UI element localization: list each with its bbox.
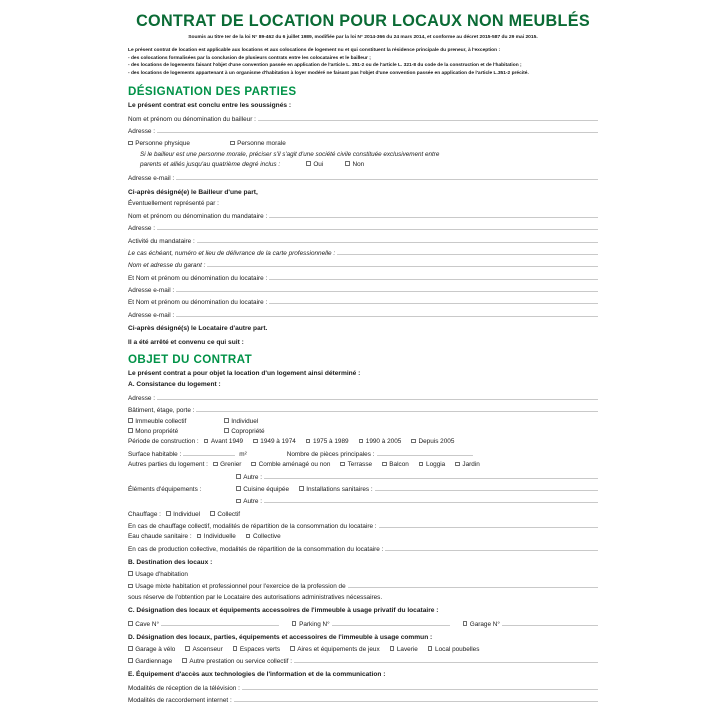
common-accessories-row (128, 645, 598, 655)
field-agent-address (128, 222, 598, 234)
garage-number-input[interactable] (502, 618, 598, 626)
checkbox-icon[interactable] (253, 439, 258, 444)
checkbox-icon[interactable] (182, 658, 187, 663)
field-label: Période de construction : (128, 438, 199, 446)
lessor-email-input[interactable] (176, 172, 598, 180)
checkbox-copropriete[interactable] (224, 427, 265, 437)
preamble-line-1: Le présent contrat de location est applicable aux locations et aux colocations de logement nu et qui constituent la résidence principale du preneur, à l'exception : (128, 47, 501, 53)
field-tenant-name-2 (128, 296, 598, 308)
field-label: Modalités de raccordement internet : (128, 697, 232, 705)
checkbox-label: Laverie (396, 645, 418, 653)
checkbox-label: Ascenseur (192, 645, 223, 653)
field-agent-activity (128, 235, 598, 247)
agent-name-input[interactable] (269, 210, 598, 218)
section-c-title: C. Désignation des locaux et équipements accessoires de l'immeuble à usage privatif du locataire : (128, 606, 439, 614)
field-label: En cas de production collective, modalités de répartition de la consommation du locataire : (128, 545, 384, 553)
field-tv-reception (128, 682, 598, 694)
checkbox-immeuble-collectif[interactable] (128, 417, 224, 427)
checkbox-grenier[interactable] (213, 460, 242, 470)
rooms-input[interactable] (377, 448, 473, 456)
checkbox-chauffage-collectif[interactable] (210, 510, 240, 520)
checkbox-usage-mixte[interactable] (128, 582, 346, 592)
lessor-name-input[interactable] (258, 113, 598, 121)
checkbox-icon[interactable] (299, 486, 304, 491)
checkbox-icon[interactable] (224, 418, 229, 423)
field-label: Adresse e-mail : (128, 311, 175, 319)
checkbox-icon[interactable] (128, 658, 133, 663)
designated-lessor-text: Ci-après désigné(e) le Bailleur d'une part, (128, 188, 258, 196)
checkbox-label: Local poubelles (435, 645, 480, 653)
field-label: Nom et prénom ou dénomination du mandataire : (128, 212, 268, 220)
checkbox-icon[interactable] (455, 462, 460, 467)
checkbox-label: Balcon (389, 461, 409, 469)
checkbox-icon[interactable] (128, 418, 133, 423)
section-d-title: D. Désignation des locaux, parties, équipements et accessoires de l'immeuble à usage commun : (128, 634, 433, 641)
checkbox-label: Depuis 2005 (418, 438, 455, 446)
checkbox-icon[interactable] (128, 646, 133, 651)
field-lessor-name (128, 113, 598, 125)
common-accessories-other-row (128, 655, 598, 667)
checkbox-gardiennage[interactable] (128, 657, 172, 667)
lessor-address-input[interactable] (157, 125, 598, 133)
checkbox-ascenseur[interactable] (185, 645, 222, 655)
dwelling-type-row (128, 417, 598, 427)
field-label: Et Nom et prénom ou dénomination du locataire : (128, 274, 268, 282)
checkbox-eau-chaude-individuelle[interactable] (197, 532, 236, 542)
checkbox-icon[interactable] (128, 621, 133, 626)
checkbox-local-poubelles[interactable] (428, 645, 480, 655)
field-lessor-address (128, 125, 598, 137)
checkbox-icon[interactable] (236, 499, 241, 504)
usage-mixte-row (128, 580, 598, 592)
checkbox-label: Usage mixte habitation et professionnel pour l'exercice de la profession de (135, 583, 346, 591)
checkbox-label: Garage N° (469, 620, 500, 628)
building-floor-door-input[interactable] (196, 404, 598, 412)
surface-and-rooms-row (128, 448, 598, 460)
surface-unit: m² (239, 450, 247, 458)
field-guarantor (128, 259, 598, 271)
checkbox-icon[interactable] (236, 474, 241, 479)
checkbox-label: 1975 à 1989 (313, 438, 349, 446)
checkbox-icon[interactable] (246, 534, 251, 539)
represented-by-label: Éventuellement représenté par : (128, 200, 219, 208)
checkbox-cave[interactable] (128, 620, 159, 630)
checkbox-icon[interactable] (166, 511, 171, 516)
checkbox-label: Autre : (243, 498, 263, 506)
preamble-block (128, 47, 598, 78)
section-a-title: A. Consistance du logement : (128, 381, 221, 389)
field-label: Adresse e-mail : (128, 175, 175, 183)
heating-row (128, 510, 598, 520)
field-dwelling-address (128, 392, 598, 404)
checkbox-autre-prestation[interactable] (182, 657, 292, 667)
checkbox-autre-parties[interactable] (236, 473, 262, 483)
checkbox-icon[interactable] (128, 141, 133, 146)
designated-tenant-text: Ci-après désigné(s) le Locataire d'autre part. (128, 325, 268, 333)
checkbox-label: 1990 à 2005 (365, 438, 402, 446)
equipment-other-row (128, 495, 598, 507)
field-label: En cas de chauffage collectif, modalités de répartition de la consommation du locataire : (128, 523, 377, 531)
checkbox-label: Autre prestation ou service collectif : (189, 658, 292, 666)
other-parts-other-row (128, 471, 598, 483)
agent-address-input[interactable] (157, 222, 598, 230)
field-agent-card (128, 247, 598, 259)
preamble-line-4: - des locations de logements appartenant à un organisme d'habitation à loyer modéré ne faisant pas l'objet d'une convention passée en application de l'article L.351-2 précité. (128, 71, 529, 77)
private-accessories-row (128, 618, 598, 630)
checkbox-label: Copropriété (231, 428, 265, 436)
checkbox-icon[interactable] (224, 428, 229, 433)
checkbox-label: Grenier (220, 461, 242, 469)
field-tenant-email-1 (128, 284, 598, 296)
checkbox-garage[interactable] (463, 620, 500, 630)
checkbox-label: Mono propriété (135, 428, 179, 436)
checkbox-label: Loggia (426, 461, 446, 469)
construction-period-row (128, 437, 598, 447)
checkbox-person-physique[interactable] (128, 139, 190, 149)
internet-connection-input[interactable] (234, 694, 598, 702)
checkbox-installations-sanitaires[interactable] (299, 485, 373, 495)
parties-intro: Le présent contrat est conclu entre les soussignés : (128, 102, 292, 110)
field-agent-name (128, 210, 598, 222)
checkbox-icon[interactable] (292, 621, 297, 626)
profession-input[interactable] (348, 580, 598, 588)
checkbox-label: Autre : (243, 473, 263, 481)
field-label: Éléments d'équipements : (128, 485, 202, 493)
checkbox-icon[interactable] (236, 486, 241, 491)
checkbox-label: Aires et équipements de jeux (297, 645, 380, 653)
checkbox-comble[interactable] (251, 460, 330, 470)
usage-habitation-row (128, 570, 598, 580)
preamble-line-2: - des colocations formalisées par la conclusion de plusieurs contrats entre les colocataires et le bailleur ; (128, 55, 371, 61)
agent-activity-input[interactable] (197, 235, 598, 243)
checkbox-laverie[interactable] (390, 645, 418, 655)
checkbox-icon[interactable] (428, 646, 433, 651)
section-e-title: E. Équipement d'accès aux technologies de l'information et de la communication : (128, 671, 386, 679)
checkbox-autre-equipement[interactable] (236, 497, 262, 507)
usage-mixte-note: sous réserve de l'obtention par le Locataire des autorisations administratives nécessaires. (128, 593, 383, 601)
checkbox-label: Non (352, 161, 365, 169)
checkbox-label: Espaces verts (239, 645, 281, 653)
equipment-other-input[interactable] (264, 495, 598, 503)
field-tenant-name-1 (128, 272, 598, 284)
checkbox-label: Gardiennage (135, 658, 173, 666)
checkbox-parking[interactable] (292, 620, 330, 630)
checkbox-icon[interactable] (251, 462, 256, 467)
checkbox-1975-1989[interactable] (306, 437, 349, 447)
checkbox-icon[interactable] (411, 439, 416, 444)
field-label: Eau chaude sanitaire : (128, 533, 192, 541)
checkbox-moral-oui[interactable] (306, 160, 323, 170)
field-label: Bâtiment, étage, porte : (128, 407, 195, 415)
surface-input[interactable] (183, 448, 235, 456)
checkbox-icon[interactable] (204, 439, 209, 444)
checkbox-icon[interactable] (210, 511, 215, 516)
checkbox-label: Parking N° (299, 620, 330, 628)
checkbox-icon[interactable] (213, 462, 218, 467)
checkbox-label: Usage d'habitation (135, 570, 188, 578)
field-internet-connection (128, 694, 598, 706)
checkbox-depuis-2005[interactable] (411, 437, 454, 447)
lessor-person-type-row (128, 139, 598, 149)
hotwater-row (128, 532, 598, 542)
checkbox-label: Oui (313, 161, 324, 169)
checkbox-icon[interactable] (128, 428, 133, 433)
checkbox-label: Installations sanitaires : (306, 485, 373, 493)
field-label: Adresse e-mail : (128, 287, 175, 295)
other-parts-row (128, 460, 598, 470)
checkbox-label: Garage à vélo (135, 645, 176, 653)
checkbox-icon[interactable] (233, 646, 238, 651)
checkbox-label: Personne morale (237, 140, 286, 148)
section-heading-object: OBJET DU CONTRAT (128, 352, 253, 366)
checkbox-icon[interactable] (306, 439, 311, 444)
checkbox-moral-non[interactable] (345, 160, 364, 170)
checkbox-aires-jeux[interactable] (290, 645, 380, 655)
checkbox-label: 1949 à 1974 (260, 438, 296, 446)
tv-reception-input[interactable] (242, 682, 598, 690)
hotwater-collective-note-row (128, 543, 598, 555)
checkbox-icon[interactable] (463, 621, 468, 626)
field-label: Le cas échéant, numéro et lieu de délivrance de la carte professionnelle : (128, 249, 336, 257)
field-label: Adresse : (128, 225, 155, 233)
checkbox-label: Cave N° (135, 620, 160, 628)
hotwater-collective-note-input[interactable] (385, 543, 598, 551)
checkbox-label: Cuisine équipée (243, 485, 290, 493)
checkbox-jardin[interactable] (455, 460, 480, 470)
field-label: Adresse : (128, 128, 155, 136)
checkbox-icon[interactable] (185, 646, 190, 651)
autre-prestation-input[interactable] (294, 655, 598, 663)
checkbox-icon[interactable] (306, 161, 311, 166)
checkbox-balcon[interactable] (382, 460, 409, 470)
field-lessor-email (128, 172, 598, 184)
field-label: Adresse : (128, 394, 155, 402)
checkbox-1949-1974[interactable] (253, 437, 296, 447)
checkbox-icon[interactable] (382, 462, 387, 467)
checkbox-icon[interactable] (359, 439, 364, 444)
field-label: Nom et adresse du garant : (128, 262, 206, 270)
checkbox-icon[interactable] (419, 462, 424, 467)
checkbox-usage-habitation[interactable] (128, 570, 188, 580)
moral-note-line-2: parents et alliés jusqu'au quatrième degré inclus : (140, 161, 281, 169)
moral-note-line-1: Si le bailleur est une personne morale, préciser s'il s'agit d'une société civile constituée exclusivement entre (140, 150, 440, 158)
checkbox-label: Individuel (231, 417, 259, 425)
checkbox-icon[interactable] (197, 534, 202, 539)
field-label: Surface habitable : (128, 450, 182, 458)
checkbox-mono-propriete[interactable] (128, 427, 224, 437)
field-label: Nom et prénom ou dénomination du bailleur : (128, 115, 256, 123)
document-subtitle: Soumis au titre Ier de la loi N° 89-462 du 6 juillet 1989, modifiée par la loi N° 2014-366 du 24 mars 2014, et conforme au décret 2015-587 du 29 mai 2015. (188, 34, 538, 40)
checkbox-chauffage-individuel[interactable] (166, 510, 200, 520)
field-label: Autres parties du logement : (128, 461, 208, 469)
cave-number-input[interactable] (161, 618, 279, 626)
checkbox-eau-chaude-collective[interactable] (246, 532, 281, 542)
checkbox-1990-2005[interactable] (359, 437, 402, 447)
section-heading-parties: DÉSIGNATION DES PARTIES (128, 85, 297, 99)
preamble-line-3: - des locations de logements faisant l'objet d'une convention passée en application de l'article L. 351-2 ou de l'article L. 321-8 du code de la construction et de l'habitation ; (128, 63, 522, 69)
checkbox-icon[interactable] (230, 141, 235, 146)
checkbox-label: Individuel (173, 510, 201, 518)
agreed-text: Il a été arrêté et convenu ce qui suit : (128, 338, 244, 346)
checkbox-label: Collective (252, 533, 281, 541)
dwelling-address-input[interactable] (157, 392, 598, 400)
checkbox-label: Individuelle (203, 533, 236, 541)
checkbox-individuel[interactable] (224, 417, 258, 427)
checkbox-garage-a-velo[interactable] (128, 645, 175, 655)
field-tenant-email-2 (128, 309, 598, 321)
tenant-name-1-input[interactable] (269, 272, 598, 280)
field-building-floor-door (128, 404, 598, 416)
checkbox-label: Immeuble collectif (135, 417, 187, 425)
installations-sanitaires-input[interactable] (375, 483, 598, 491)
checkbox-icon[interactable] (340, 462, 345, 467)
checkbox-label: Avant 1949 (210, 438, 244, 446)
checkbox-icon[interactable] (290, 646, 295, 651)
checkbox-label: Comble aménagé ou non (258, 461, 331, 469)
checkbox-icon[interactable] (128, 584, 133, 589)
checkbox-avant-1949[interactable] (204, 437, 243, 447)
checkbox-terrasse[interactable] (340, 460, 372, 470)
equipment-row (128, 483, 598, 495)
checkbox-label: Collectif (217, 510, 241, 518)
other-parts-other-input[interactable] (264, 471, 598, 479)
heating-collective-note-input[interactable] (379, 520, 598, 528)
tenant-email-1-input[interactable] (176, 284, 598, 292)
agent-card-input[interactable] (337, 247, 598, 255)
checkbox-icon[interactable] (390, 646, 395, 651)
moral-note-line-2-row (128, 160, 598, 170)
heating-collective-note-row (128, 520, 598, 532)
checkbox-loggia[interactable] (419, 460, 445, 470)
field-label: Modalités de réception de la télévision : (128, 685, 240, 693)
checkbox-label: Terrasse (347, 461, 373, 469)
section-b-title: B. Destination des locaux : (128, 559, 213, 567)
checkbox-espaces-verts[interactable] (233, 645, 280, 655)
checkbox-label: Jardin (462, 461, 480, 469)
object-intro: Le présent contrat a pour objet la location d'un logement ainsi déterminé : (128, 369, 361, 377)
field-label: Activité du mandataire : (128, 237, 195, 245)
checkbox-cuisine-equipee[interactable] (236, 485, 289, 495)
checkbox-icon[interactable] (345, 161, 350, 166)
field-label: Nombre de pièces principales : (286, 450, 375, 458)
guarantor-input[interactable] (207, 259, 598, 267)
checkbox-icon[interactable] (128, 571, 133, 576)
ownership-row (128, 427, 598, 437)
document-title: CONTRAT DE LOCATION POUR LOCAUX NON MEUBLÉS (136, 12, 590, 30)
tenant-email-2-input[interactable] (176, 309, 598, 317)
field-label: Et Nom et prénom ou dénomination du locataire : (128, 299, 268, 307)
field-label: Chauffage : (128, 510, 161, 518)
checkbox-person-morale[interactable] (230, 139, 286, 149)
parking-number-input[interactable] (332, 618, 450, 626)
checkbox-label: Personne physique (135, 140, 190, 148)
tenant-name-2-input[interactable] (269, 296, 598, 304)
